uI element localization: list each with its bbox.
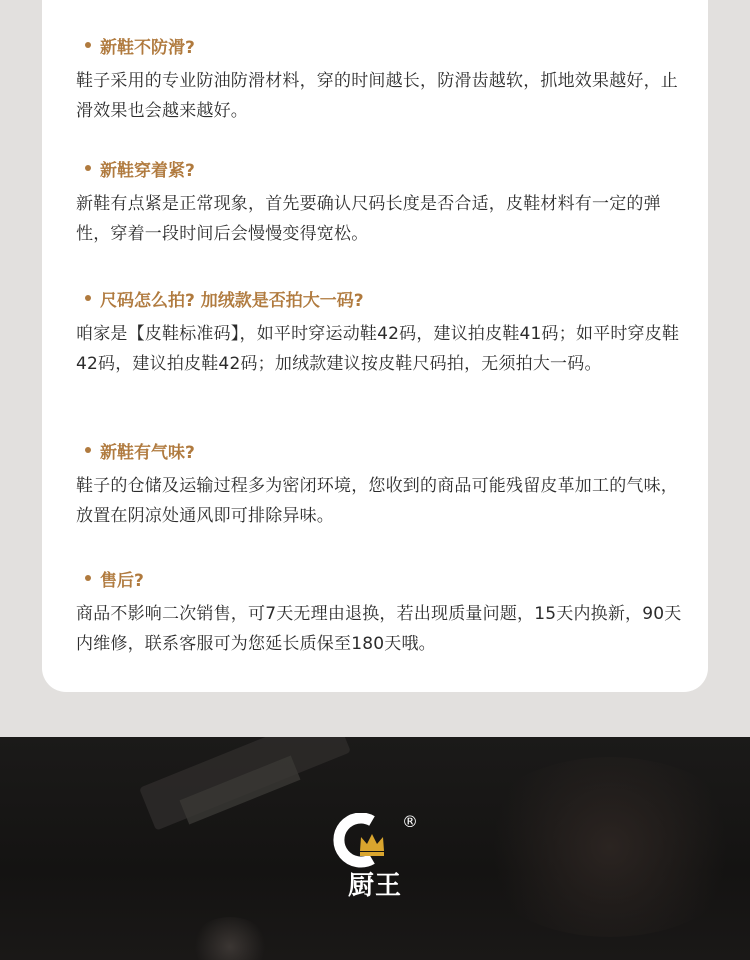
faq-question-text: 新鞋有气味?	[100, 442, 195, 463]
faq-item	[76, 153, 686, 249]
bullet-dot-icon	[85, 42, 91, 48]
faq-item	[76, 563, 686, 659]
faq-question	[76, 563, 686, 593]
brand-name: 厨王	[347, 871, 402, 901]
faq-question	[76, 153, 686, 183]
faq-card	[42, 0, 708, 692]
faq-answer: 新鞋有点紧是正常现象，首先要确认尺码长度是否合适，皮鞋材料有一定的弹性，穿着一段时间后会慢慢变得宽松。	[76, 194, 661, 244]
faq-question-text: 新鞋不防滑?	[100, 37, 195, 58]
background-glow	[190, 917, 270, 960]
brand-c-crown-icon	[330, 813, 420, 869]
trademark-symbol: ®	[402, 813, 418, 831]
brand-logo	[330, 813, 420, 901]
brand-banner	[0, 737, 750, 960]
faq-question-text: 尺码怎么拍? 加绒款是否拍大一码?	[100, 290, 364, 311]
bullet-dot-icon	[85, 165, 91, 171]
faq-item	[76, 435, 686, 531]
faq-item	[76, 30, 686, 126]
faq-answer: 咱家是【皮鞋标准码】，如平时穿运动鞋42码，建议拍皮鞋41码；如平时穿皮鞋42码，建议拍皮鞋42码；加绒款建议按皮鞋尺码拍，无须拍大一码。	[76, 324, 680, 374]
faq-question	[76, 283, 686, 313]
faq-item	[76, 283, 686, 379]
crown-icon	[360, 834, 384, 851]
faq-answer: 商品不影响二次销售，可7天无理由退换，若出现质量问题，15天内换新，90天内维修，联系客服可为您延长质保至180天哦。	[76, 604, 682, 654]
faq-question-text: 新鞋穿着紧?	[100, 160, 195, 181]
background-glow	[470, 757, 750, 937]
faq-question	[76, 435, 686, 465]
bullet-dot-icon	[85, 575, 91, 581]
faq-answer: 鞋子采用的专业防油防滑材料，穿的时间越长，防滑齿越软，抓地效果越好，止滑效果也会越来越好。	[76, 71, 678, 121]
bullet-dot-icon	[85, 295, 91, 301]
faq-question	[76, 30, 686, 60]
bullet-dot-icon	[85, 447, 91, 453]
faq-answer: 鞋子的仓储及运输过程多为密闭环境，您收到的商品可能残留皮革加工的气味，放置在阴凉处通风即可排除异味。	[76, 476, 678, 526]
faq-question-text: 售后?	[100, 570, 144, 591]
